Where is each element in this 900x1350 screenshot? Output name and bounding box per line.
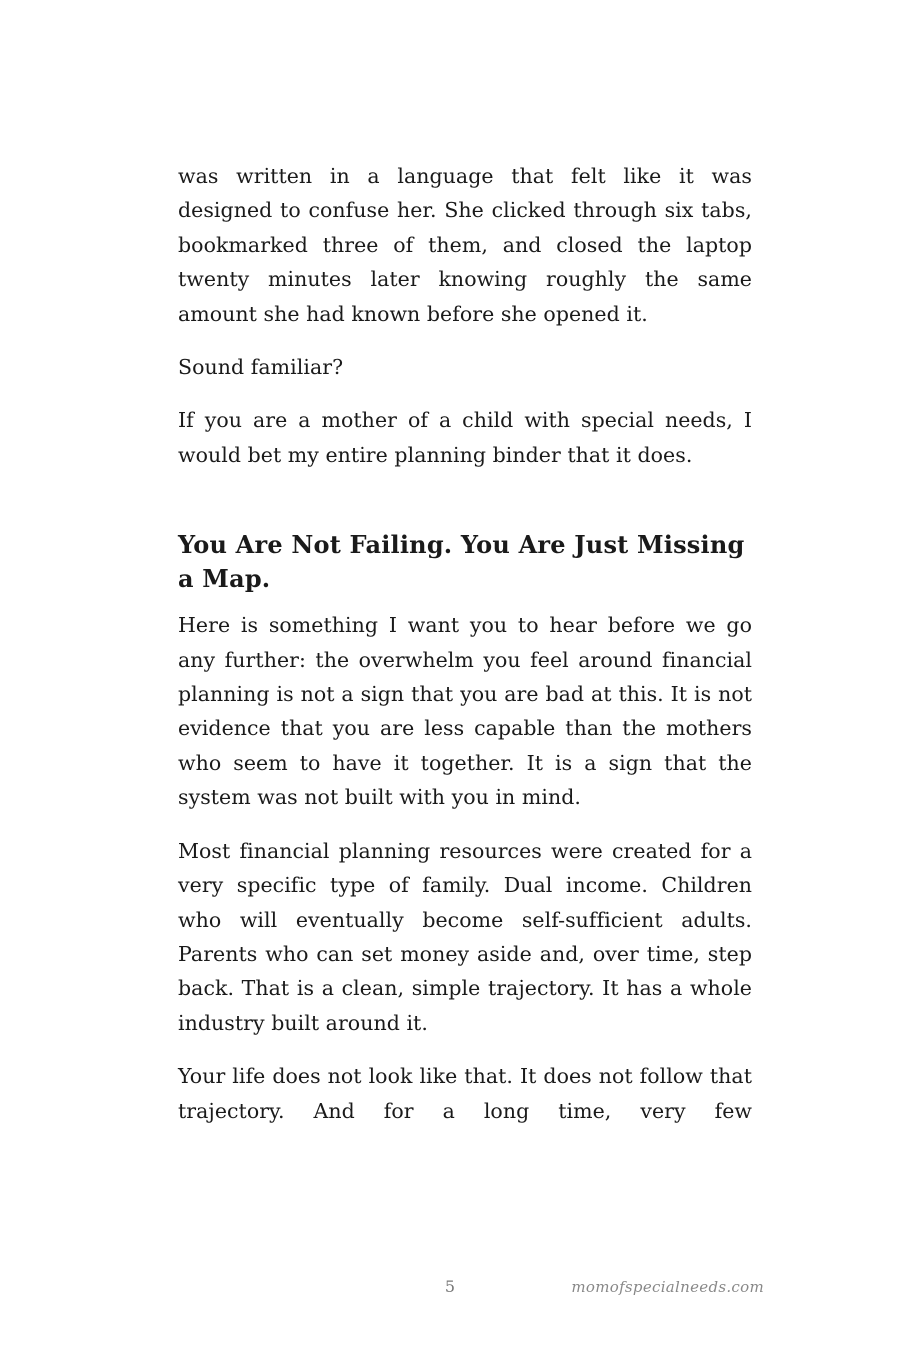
paragraph-resources: Most financial planning resources were created for a very specific type of family. Dual income. Children who will eventually become self-sufficient adults. Parents who can set money aside and, over time, step back. That is a clean, simple trajectory. It has a whole industry built around it.	[178, 838, 752, 1035]
footer-site-url: momofspecialneeds.com	[571, 1278, 764, 1296]
paragraph-sound-familiar: Sound familiar?	[178, 355, 344, 380]
paragraph-mother: If you are a mother of a child with special needs, I would bet my entire planning binder that it does.	[178, 408, 752, 467]
section-heading: You Are Not Failing. You Are Just Missing a Map.	[178, 530, 745, 594]
paragraph-continued: was written in a language that felt like it was designed to confuse her. She clicked through six tabs, bookmarked three of them, and closed the laptop twenty minutes later knowing roughly the same amount she had known before she opened it.	[178, 164, 752, 326]
paragraph-overwhelm: Here is something I want you to hear before we go any further: the overwhelm you feel around financial planning is not a sign that you are bad at this. It is not evidence that you are less capable than the mothers who seem to have it together. It is a sign that the system was not built with you in mind.	[178, 613, 752, 810]
page-body	[178, 159, 752, 1128]
paragraph-your-life: Your life does not look like that. It does not follow that trajectory. And for a long time, very few	[178, 1064, 752, 1123]
page-number: 5	[444, 1277, 456, 1296]
